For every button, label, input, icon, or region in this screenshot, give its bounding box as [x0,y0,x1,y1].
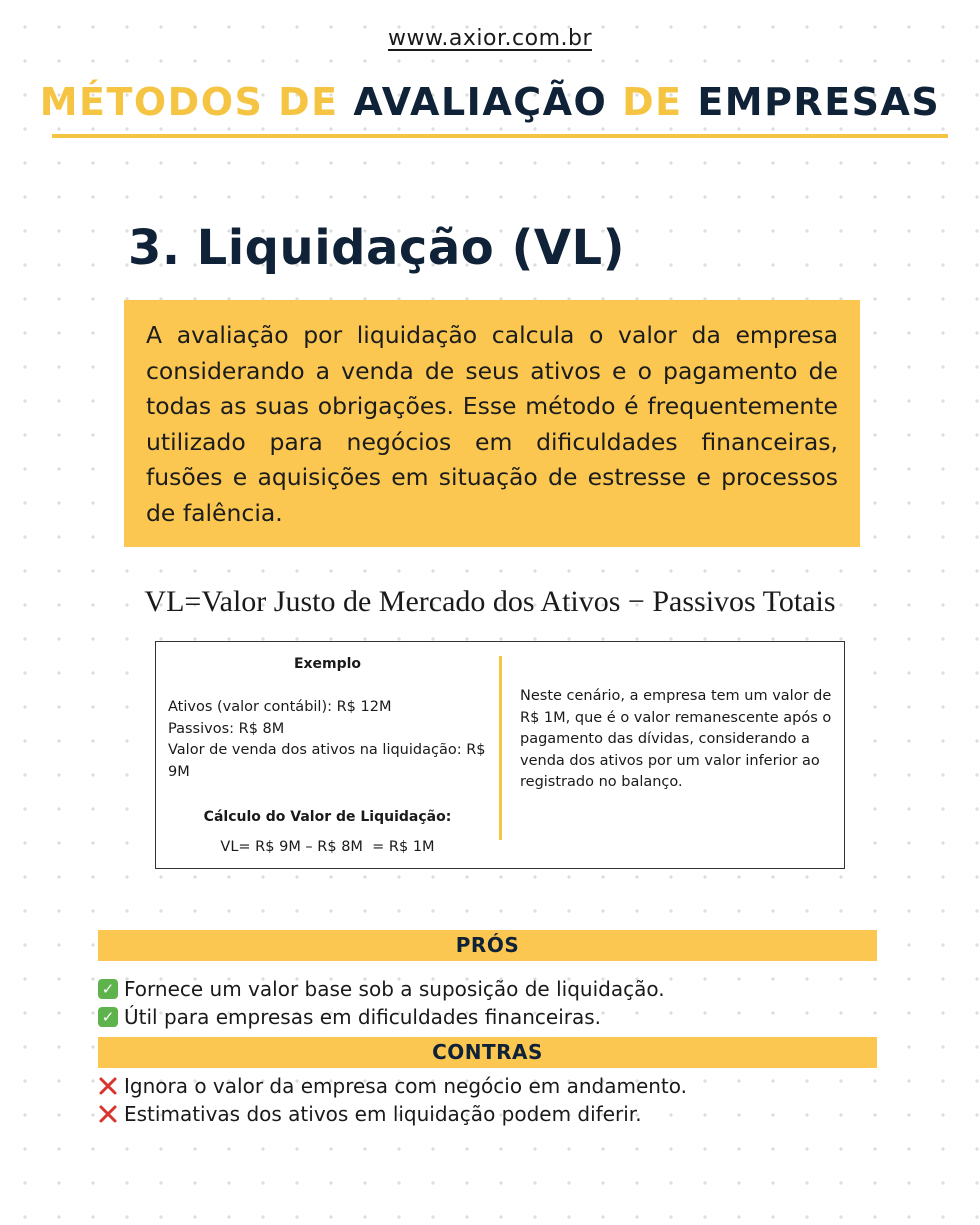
site-url-text[interactable]: www.axior.com.br [387,26,593,51]
valuation-formula: VL=Valor Justo de Mercado dos Ativos − Passivos Totais [144,585,836,618]
calc-formula: VL= R$ 9M – R$ 8M = R$ 1M [220,839,435,855]
cross-icon [98,1076,118,1096]
section-title [128,220,625,276]
example-title: Exemplo [293,656,362,672]
pros-list [98,975,898,1031]
description-text: A avaliação por liquidação calcula o valor da empresa considerando a venda de seus ativos e o pagamento de todas as suas obrigações. Esse método é frequentemente utilizado para negócios em dificuldades financeiras, fusões e aquisições em situação de estresse e processos de falência. [146,321,838,527]
example-explanation: Neste cenário, a empresa tem um valor de R$ 1M, que é o valor remanescente após o pagamento das dívidas, considerando a venda dos ativos por um valor inferior ao registrado no balanço. [520,688,832,790]
header-underline [52,134,948,138]
pros-item [98,975,898,1003]
calc-title: Cálculo do Valor de Liquidação: [203,809,452,825]
site-url[interactable] [0,26,980,51]
example-divider [499,656,502,840]
example-inputs [168,697,498,783]
pros-item-text: Fornece um valor base sob a suposição de liquidação. [124,977,665,1001]
cons-list [98,1072,898,1128]
example-box [155,641,845,869]
cons-item [98,1072,898,1100]
pros-header: PRÓS [98,930,877,961]
description-box [124,300,860,547]
header-word-de-1: DE [278,80,339,124]
pros-item-text: Útil para empresas em dificuldades financeiras. [124,1005,602,1029]
header-word-de-2: DE [622,80,683,124]
example-line-liabilities: Passivos: R$ 8M [168,720,285,737]
header-word-empresas: EMPRESAS [697,80,941,124]
page-header [0,80,980,124]
cons-item [98,1100,898,1128]
header-word-avaliacao: AVALIAÇÃO [353,80,608,124]
check-icon: ✓ [98,1007,118,1027]
example-line-sale-value: Valor de venda dos ativos na liquidação: R$ 9M [168,742,486,780]
section-number: 3. [128,220,181,276]
cons-item-text: Ignora o valor da empresa com negócio em andamento. [124,1074,688,1098]
cons-header: CONTRAS [98,1037,877,1068]
header-word-metodos: MÉTODOS [39,80,264,124]
example-line-assets: Ativos (valor contábil): R$ 12M [168,699,392,715]
check-icon: ✓ [98,979,118,999]
section-title-text: Liquidação (VL) [196,220,626,276]
cross-icon [98,1104,118,1124]
pros-item [98,1003,898,1031]
cons-item-text: Estimativas dos ativos em liquidação podem diferir. [124,1102,642,1126]
